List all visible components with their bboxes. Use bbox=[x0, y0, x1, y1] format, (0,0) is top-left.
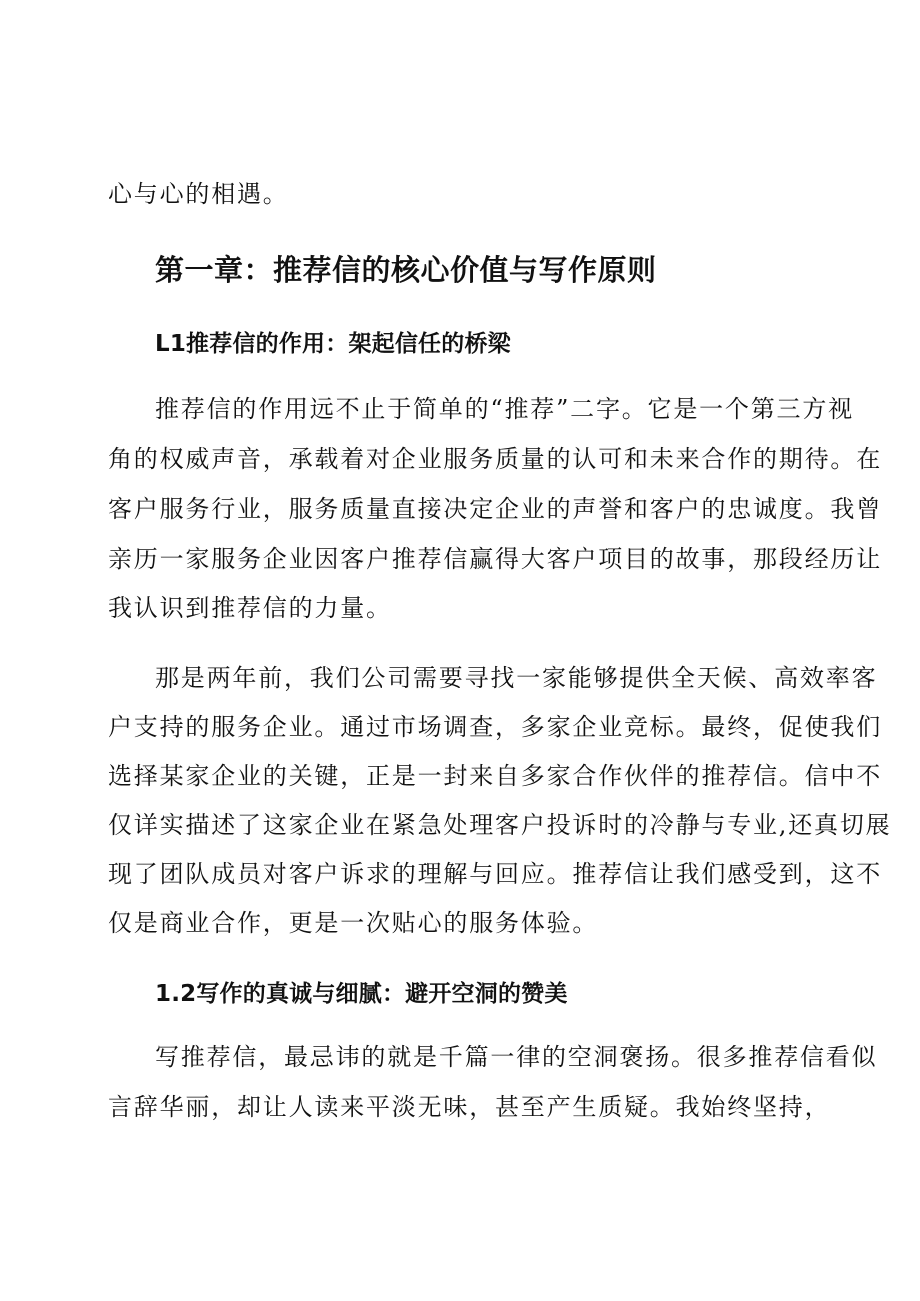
text-line: 仅详实描述了这家企业在紧急处理客户投诉时的冷静与专业,还真切展 bbox=[108, 811, 892, 839]
text-line: 仅是商业合作，更是一次贴心的服务体验。 bbox=[108, 909, 599, 937]
text-line: 亲历一家服务企业因客户推荐信赢得大客户项目的故事，那段经历让 bbox=[108, 545, 882, 573]
section-heading-1-1: L1推荐信的作用：架起信任的桥梁 bbox=[155, 331, 511, 357]
text-line: 选择某家企业的关键，正是一封来自多家合作伙伴的推荐信。信中不 bbox=[108, 762, 882, 790]
text-line: 现了团队成员对客户诉求的理解与回应。推荐信让我们感受到，这不 bbox=[108, 860, 882, 888]
text-line: 言辞华丽，却让人读来平淡无味，甚至产生质疑。我始终坚持， bbox=[108, 1093, 831, 1121]
chapter-title: 第一章：推荐信的核心价值与写作原则 bbox=[155, 253, 657, 287]
text-line: 我认识到推荐信的力量。 bbox=[108, 594, 392, 622]
section-heading-1-2: 1.2写作的真诚与细腻：避开空洞的赞美 bbox=[155, 981, 568, 1007]
text-line: 户支持的服务企业。通过市场调查，多家企业竞标。最终，促使我们 bbox=[108, 713, 882, 741]
text-line: 心与心的相遇。 bbox=[108, 180, 289, 208]
text-line: 写推荐信，最忌讳的就是千篇一律的空洞褒扬。很多推荐信看似 bbox=[155, 1043, 878, 1071]
text-line: 推荐信的作用远不止于简单的“推荐”二字。它是一个第三方视 bbox=[155, 395, 854, 423]
text-line: 那是两年前，我们公司需要寻找一家能够提供全天候、高效率客 bbox=[155, 664, 878, 692]
text-line: 客户服务行业，服务质量直接决定企业的声誉和客户的忠诚度。我曾 bbox=[108, 495, 882, 523]
text-line: 角的权威声音，承载着对企业服务质量的认可和未来合作的期待。在 bbox=[108, 445, 882, 473]
